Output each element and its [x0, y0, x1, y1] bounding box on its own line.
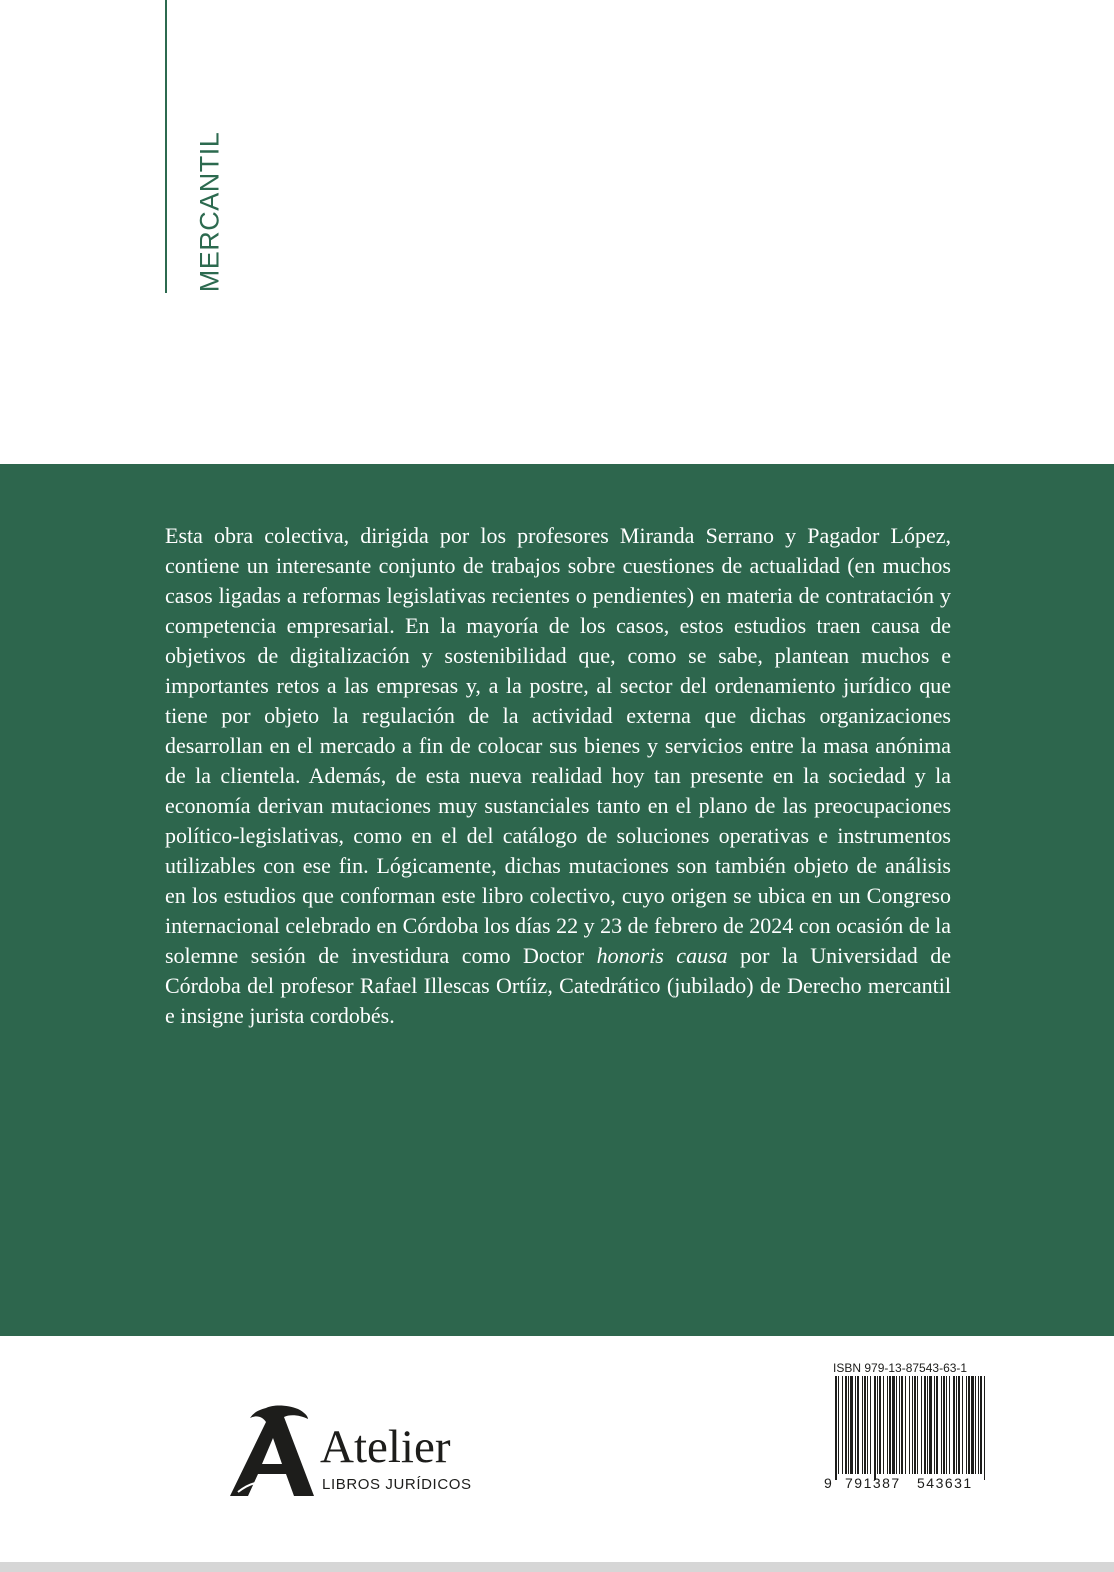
barcode-bar: [949, 1376, 950, 1474]
barcode-bar: [943, 1376, 945, 1474]
barcode-digits-left: 791387: [845, 1475, 901, 1491]
barcode-bar: [953, 1376, 955, 1474]
barcode-bar: [892, 1376, 895, 1474]
barcode-bar: [968, 1376, 970, 1474]
barcode-bar: [975, 1376, 976, 1474]
publisher-name: Atelier: [320, 1421, 451, 1473]
barcode: [824, 1376, 991, 1492]
barcode-bar: [874, 1376, 876, 1480]
publisher-subtitle: LIBROS JURÍDICOS: [322, 1476, 472, 1493]
barcode-bar: [941, 1376, 942, 1474]
atelier-a-mark-icon: [228, 1404, 314, 1500]
barcode-bar: [896, 1376, 897, 1474]
barcode-bar: [855, 1376, 856, 1474]
page-bottom-edge: [0, 1562, 1114, 1572]
barcode-bar: [971, 1376, 974, 1474]
publisher-logo: [228, 1404, 478, 1504]
barcode-bar: [924, 1376, 926, 1474]
barcode-bar: [936, 1376, 938, 1474]
barcode-bar: [862, 1376, 863, 1474]
barcode-bar: [848, 1376, 849, 1474]
barcode-bar: [921, 1376, 922, 1474]
barcode-bar: [883, 1376, 884, 1474]
synopsis-text: [165, 521, 951, 1031]
barcode-bar: [842, 1376, 843, 1474]
barcode-bar: [850, 1376, 853, 1474]
barcode-bar: [962, 1376, 963, 1474]
barcode-bar: [879, 1376, 881, 1474]
barcode-bar: [956, 1376, 957, 1474]
barcode-bar: [838, 1376, 839, 1474]
barcode-bar: [901, 1376, 903, 1474]
barcode-bar: [877, 1376, 878, 1474]
barcode-bar: [914, 1376, 916, 1474]
barcode-bar: [835, 1376, 837, 1480]
barcode-bar: [905, 1376, 906, 1474]
vertical-rule: [165, 0, 167, 293]
barcode-bar: [864, 1376, 866, 1474]
barcode-bar: [929, 1376, 932, 1474]
barcode-digit-first: 9: [824, 1475, 832, 1491]
barcode-bar: [912, 1376, 913, 1474]
barcode-digits-right: 543631: [917, 1475, 973, 1491]
cover-top-area: [0, 0, 1114, 464]
barcode-bar: [845, 1376, 847, 1474]
barcode-bar: [934, 1376, 935, 1474]
barcode-bar: [917, 1376, 918, 1474]
barcode-bar: [909, 1376, 910, 1474]
barcode-bar: [966, 1376, 967, 1474]
synopsis-part-2: por la Universidad de Córdoba del profesor Rafael Illescas Ortíiz, Catedrático (jubilado) de Derecho mercantil e insigne jurista cordobés.: [165, 943, 952, 1028]
barcode-bar: [958, 1376, 960, 1474]
synopsis-italic: honoris causa: [596, 943, 728, 968]
barcode-bar: [978, 1376, 979, 1474]
synopsis-part-1: Esta obra colectiva, dirigida por los profesores Miranda Serrano y Pagador López, contiene un interesante conjunto de trabajos sobre cuestiones de actualidad (en muchos casos ligadas a reformas legislativas recientes o pendientes) en materia de contratación y competencia empresarial. En la mayoría de los casos, estos estudios traen causa de objetivos de digitalización y sostenibilidad que, como se sabe, plantean muchos e importantes retos a las empresas y, a la postre, al sector del ordenamiento jurídico que tiene por objeto la regulación de la actividad externa que dichas organizaciones desarrollan en el mercado a fin de colocar sus bienes y servicios entre la masa anónima de la clientela. Además, de esta nueva realidad hoy tan presente en la sociedad y la economía derivan mutaciones muy sustanciales tanto en el plano de las preocupaciones político-legislativas, como en el del catálogo de soluciones operativas e instrumentos utilizables con ese fin. Lógicamente, dichas mutaciones son también objeto de análisis en los estudios que conforman este libro colectivo, cuyo origen se ubica en un Congreso internacional celebrado en Córdoba los días 22 y 23 de febrero de 2024 con ocasión de la solemne sesión de investidura como Doctor: [165, 523, 951, 968]
barcode-bar: [927, 1376, 928, 1474]
barcode-bar: [980, 1376, 982, 1474]
barcode-bar: [984, 1376, 985, 1480]
collection-label: MERCANTIL: [194, 131, 225, 293]
barcode-bar: [889, 1376, 891, 1474]
barcode-bar: [899, 1376, 900, 1474]
barcode-bar: [867, 1376, 868, 1474]
barcode-bar: [946, 1376, 947, 1474]
barcode-bar: [887, 1376, 888, 1474]
barcode-bar: [857, 1376, 859, 1474]
barcode-bar: [870, 1376, 871, 1474]
isbn-label: ISBN 979-13-87543-63-1: [833, 1361, 968, 1375]
